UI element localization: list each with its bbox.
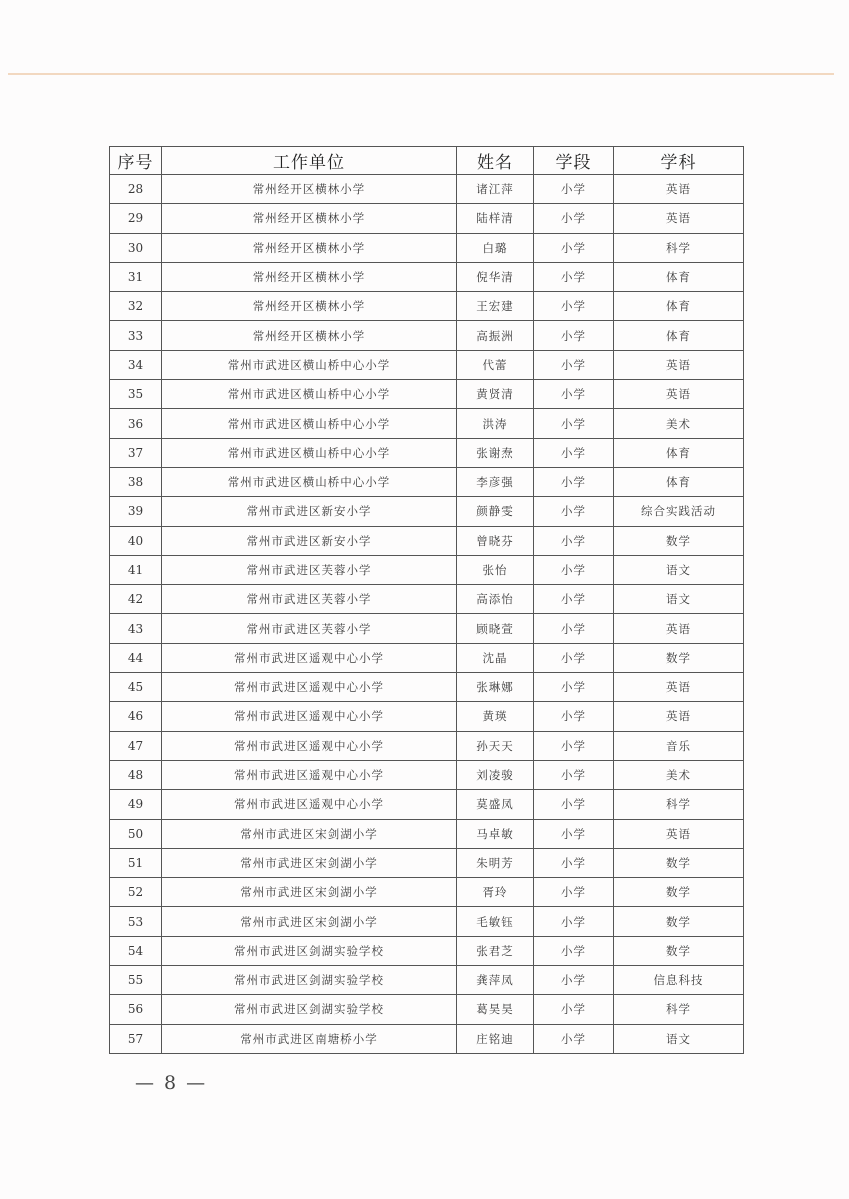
cell-work-unit: 常州市武进区宋剑湖小学: [162, 878, 457, 907]
cell-stage: 小学: [534, 760, 614, 789]
cell-subject: 数学: [614, 878, 744, 907]
cell-seq: 40: [110, 526, 162, 555]
table-row: [110, 995, 744, 1024]
cell-name: 诸江萍: [457, 175, 534, 204]
cell-subject: 语文: [614, 585, 744, 614]
cell-stage: 小学: [534, 819, 614, 848]
cell-work-unit: 常州经开区横林小学: [162, 321, 457, 350]
table-row: [110, 936, 744, 965]
cell-subject: 数学: [614, 936, 744, 965]
cell-name: 高振洲: [457, 321, 534, 350]
table-row: [110, 760, 744, 789]
cell-seq: 52: [110, 878, 162, 907]
cell-stage: 小学: [534, 878, 614, 907]
cell-seq: 34: [110, 350, 162, 379]
cell-seq: 55: [110, 966, 162, 995]
cell-subject: 数学: [614, 848, 744, 877]
cell-work-unit: 常州市武进区新安小学: [162, 497, 457, 526]
cell-seq: 30: [110, 233, 162, 262]
cell-name: 沈晶: [457, 643, 534, 672]
table-row: [110, 204, 744, 233]
cell-work-unit: 常州经开区横林小学: [162, 292, 457, 321]
cell-seq: 49: [110, 790, 162, 819]
table-row: [110, 614, 744, 643]
table-row: [110, 292, 744, 321]
cell-seq: 36: [110, 409, 162, 438]
cell-subject: 英语: [614, 175, 744, 204]
cell-name: 曾晓芬: [457, 526, 534, 555]
cell-seq: 48: [110, 760, 162, 789]
header-seq: 序号: [110, 147, 162, 175]
cell-subject: 数学: [614, 526, 744, 555]
cell-work-unit: 常州市武进区横山桥中心小学: [162, 350, 457, 379]
cell-stage: 小学: [534, 262, 614, 291]
cell-subject: 英语: [614, 350, 744, 379]
cell-name: 龚萍凤: [457, 966, 534, 995]
cell-work-unit: 常州市武进区遥观中心小学: [162, 731, 457, 760]
cell-work-unit: 常州市武进区宋剑湖小学: [162, 819, 457, 848]
table-row: [110, 526, 744, 555]
table-row: [110, 262, 744, 291]
cell-stage: 小学: [534, 204, 614, 233]
table-body: [110, 175, 744, 1054]
cell-subject: 英语: [614, 673, 744, 702]
cell-seq: 42: [110, 585, 162, 614]
cell-work-unit: 常州经开区横林小学: [162, 204, 457, 233]
cell-name: 孙天天: [457, 731, 534, 760]
cell-stage: 小学: [534, 233, 614, 262]
cell-subject: 体育: [614, 262, 744, 291]
cell-seq: 54: [110, 936, 162, 965]
cell-work-unit: 常州市武进区芙蓉小学: [162, 555, 457, 584]
cell-stage: 小学: [534, 175, 614, 204]
cell-work-unit: 常州市武进区遥观中心小学: [162, 702, 457, 731]
cell-name: 葛昊昊: [457, 995, 534, 1024]
table-row: [110, 790, 744, 819]
cell-work-unit: 常州市武进区横山桥中心小学: [162, 409, 457, 438]
cell-seq: 44: [110, 643, 162, 672]
cell-stage: 小学: [534, 438, 614, 467]
cell-stage: 小学: [534, 643, 614, 672]
table-row: [110, 175, 744, 204]
cell-work-unit: 常州市武进区遥观中心小学: [162, 760, 457, 789]
cell-seq: 35: [110, 380, 162, 409]
cell-work-unit: 常州市武进区芙蓉小学: [162, 585, 457, 614]
header-stage: 学段: [534, 147, 614, 175]
cell-name: 胥玲: [457, 878, 534, 907]
table-row: [110, 380, 744, 409]
cell-stage: 小学: [534, 673, 614, 702]
cell-name: 毛敏钰: [457, 907, 534, 936]
cell-name: 高添怡: [457, 585, 534, 614]
cell-name: 刘凌骏: [457, 760, 534, 789]
cell-name: 白璐: [457, 233, 534, 262]
cell-name: 张琳娜: [457, 673, 534, 702]
header-subject: 学科: [614, 147, 744, 175]
cell-seq: 39: [110, 497, 162, 526]
cell-work-unit: 常州市武进区新安小学: [162, 526, 457, 555]
cell-subject: 英语: [614, 380, 744, 409]
cell-work-unit: 常州市武进区横山桥中心小学: [162, 438, 457, 467]
cell-subject: 美术: [614, 409, 744, 438]
cell-name: 张谢焘: [457, 438, 534, 467]
cell-name: 洪涛: [457, 409, 534, 438]
cell-subject: 英语: [614, 819, 744, 848]
cell-seq: 32: [110, 292, 162, 321]
cell-name: 庄铭迪: [457, 1024, 534, 1053]
cell-work-unit: 常州市武进区芙蓉小学: [162, 614, 457, 643]
cell-work-unit: 常州市武进区南塘桥小学: [162, 1024, 457, 1053]
cell-work-unit: 常州市武进区横山桥中心小学: [162, 467, 457, 496]
cell-seq: 50: [110, 819, 162, 848]
cell-subject: 英语: [614, 702, 744, 731]
cell-work-unit: 常州市武进区剑湖实验学校: [162, 966, 457, 995]
table-row: [110, 848, 744, 877]
table-row: [110, 438, 744, 467]
cell-stage: 小学: [534, 995, 614, 1024]
table-row: [110, 321, 744, 350]
cell-stage: 小学: [534, 1024, 614, 1053]
cell-stage: 小学: [534, 409, 614, 438]
table-row: [110, 233, 744, 262]
header-divider: [8, 73, 834, 75]
table-row: [110, 702, 744, 731]
cell-seq: 57: [110, 1024, 162, 1053]
cell-name: 莫盛凤: [457, 790, 534, 819]
cell-seq: 51: [110, 848, 162, 877]
cell-subject: 数学: [614, 907, 744, 936]
table-row: [110, 350, 744, 379]
cell-seq: 31: [110, 262, 162, 291]
table-row: [110, 731, 744, 760]
table-row: [110, 966, 744, 995]
cell-work-unit: 常州市武进区遥观中心小学: [162, 790, 457, 819]
cell-subject: 数学: [614, 643, 744, 672]
cell-stage: 小学: [534, 614, 614, 643]
header-work-unit: 工作单位: [162, 147, 457, 175]
cell-work-unit: 常州经开区横林小学: [162, 175, 457, 204]
cell-subject: 科学: [614, 790, 744, 819]
cell-seq: 45: [110, 673, 162, 702]
cell-stage: 小学: [534, 526, 614, 555]
cell-stage: 小学: [534, 497, 614, 526]
cell-name: 颜静雯: [457, 497, 534, 526]
cell-stage: 小学: [534, 555, 614, 584]
cell-stage: 小学: [534, 790, 614, 819]
cell-stage: 小学: [534, 731, 614, 760]
cell-name: 张君芝: [457, 936, 534, 965]
cell-work-unit: 常州市武进区遥观中心小学: [162, 673, 457, 702]
cell-work-unit: 常州市武进区剑湖实验学校: [162, 995, 457, 1024]
table-row: [110, 409, 744, 438]
cell-seq: 53: [110, 907, 162, 936]
cell-subject: 美术: [614, 760, 744, 789]
table-row: [110, 555, 744, 584]
table-row: [110, 1024, 744, 1053]
table-row: [110, 585, 744, 614]
cell-stage: 小学: [534, 702, 614, 731]
cell-name: 李彦强: [457, 467, 534, 496]
cell-subject: 信息科技: [614, 966, 744, 995]
cell-name: 陆样清: [457, 204, 534, 233]
cell-work-unit: 常州经开区横林小学: [162, 233, 457, 262]
cell-subject: 科学: [614, 995, 744, 1024]
cell-work-unit: 常州市武进区横山桥中心小学: [162, 380, 457, 409]
cell-seq: 46: [110, 702, 162, 731]
cell-subject: 英语: [614, 614, 744, 643]
table-row: [110, 643, 744, 672]
cell-seq: 41: [110, 555, 162, 584]
cell-work-unit: 常州市武进区宋剑湖小学: [162, 907, 457, 936]
cell-stage: 小学: [534, 585, 614, 614]
table-row: [110, 497, 744, 526]
table-header-row: [110, 147, 744, 175]
cell-work-unit: 常州市武进区遥观中心小学: [162, 643, 457, 672]
page-number: — 8 —: [135, 1072, 208, 1094]
cell-subject: 体育: [614, 438, 744, 467]
table-row: [110, 819, 744, 848]
cell-stage: 小学: [534, 936, 614, 965]
cell-name: 黄贤清: [457, 380, 534, 409]
cell-stage: 小学: [534, 350, 614, 379]
table-row: [110, 907, 744, 936]
cell-name: 顾晓萱: [457, 614, 534, 643]
cell-stage: 小学: [534, 848, 614, 877]
cell-seq: 56: [110, 995, 162, 1024]
cell-seq: 29: [110, 204, 162, 233]
cell-work-unit: 常州市武进区宋剑湖小学: [162, 848, 457, 877]
cell-name: 代蕾: [457, 350, 534, 379]
cell-stage: 小学: [534, 966, 614, 995]
cell-seq: 37: [110, 438, 162, 467]
cell-subject: 英语: [614, 204, 744, 233]
cell-name: 朱明芳: [457, 848, 534, 877]
cell-stage: 小学: [534, 321, 614, 350]
cell-work-unit: 常州市武进区剑湖实验学校: [162, 936, 457, 965]
cell-subject: 综合实践活动: [614, 497, 744, 526]
cell-subject: 科学: [614, 233, 744, 262]
table-row: [110, 467, 744, 496]
cell-work-unit: 常州经开区横林小学: [162, 262, 457, 291]
table-row: [110, 673, 744, 702]
header-name: 姓名: [457, 147, 534, 175]
cell-stage: 小学: [534, 292, 614, 321]
cell-subject: 体育: [614, 292, 744, 321]
cell-subject: 语文: [614, 555, 744, 584]
cell-subject: 音乐: [614, 731, 744, 760]
cell-stage: 小学: [534, 467, 614, 496]
cell-name: 张怡: [457, 555, 534, 584]
cell-name: 王宏建: [457, 292, 534, 321]
cell-name: 倪华清: [457, 262, 534, 291]
cell-subject: 体育: [614, 467, 744, 496]
roster-table: [109, 146, 744, 1054]
cell-stage: 小学: [534, 380, 614, 409]
cell-name: 黄瑛: [457, 702, 534, 731]
table-row: [110, 878, 744, 907]
cell-seq: 47: [110, 731, 162, 760]
cell-name: 马卓敏: [457, 819, 534, 848]
cell-seq: 33: [110, 321, 162, 350]
cell-subject: 体育: [614, 321, 744, 350]
cell-subject: 语文: [614, 1024, 744, 1053]
cell-seq: 28: [110, 175, 162, 204]
cell-seq: 38: [110, 467, 162, 496]
cell-seq: 43: [110, 614, 162, 643]
cell-stage: 小学: [534, 907, 614, 936]
